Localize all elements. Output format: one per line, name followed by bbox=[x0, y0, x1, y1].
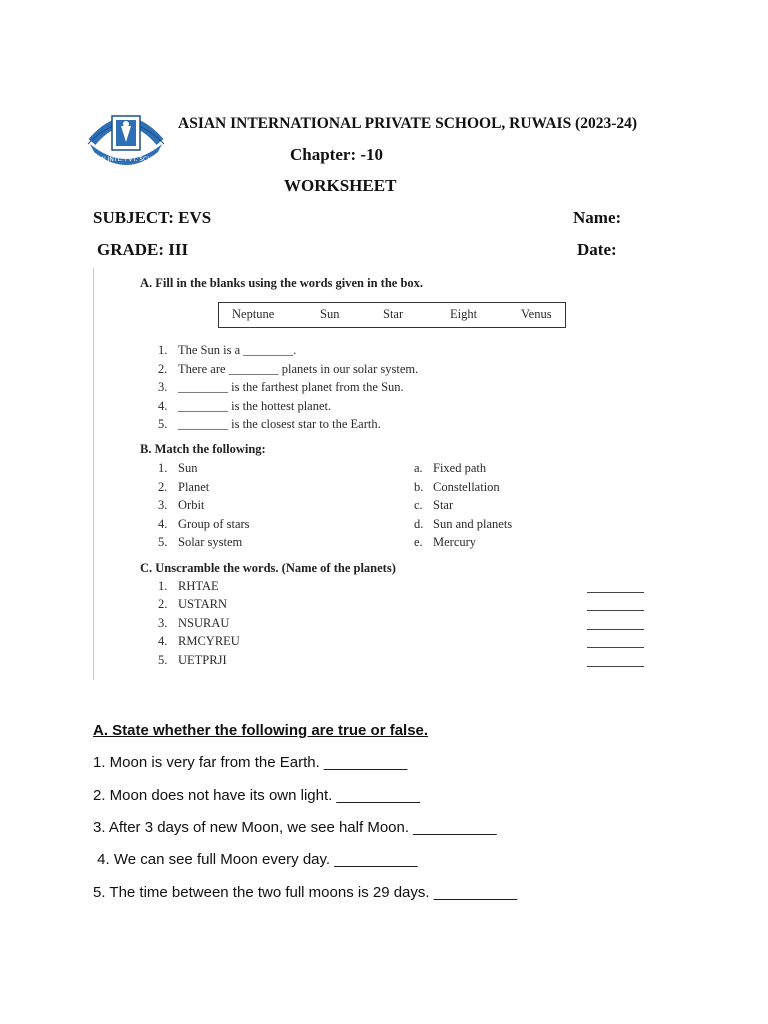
true-false-item: 2. Moon does not have its own light. __________ bbox=[93, 787, 420, 804]
fill-item-number: 4. bbox=[158, 399, 168, 413]
fill-item-text: The Sun is a ________. bbox=[178, 343, 297, 357]
unscramble-number: 2. bbox=[158, 597, 168, 611]
match-right-item: Mercury bbox=[433, 535, 477, 549]
unscramble-word: USTARN bbox=[178, 597, 228, 611]
answer-blank[interactable] bbox=[587, 666, 644, 667]
match-left-number: 2. bbox=[158, 480, 168, 494]
match-right-letter: e. bbox=[414, 535, 423, 549]
scan-edge-divider bbox=[93, 268, 94, 680]
match-right-item: Constellation bbox=[433, 480, 500, 494]
fill-item-number: 1. bbox=[158, 343, 168, 357]
match-left-number: 5. bbox=[158, 535, 168, 549]
fill-item-number: 2. bbox=[158, 362, 168, 376]
unscramble-number: 4. bbox=[158, 634, 168, 648]
word-box-item: Neptune bbox=[232, 307, 275, 321]
match-right-letter: a. bbox=[414, 461, 423, 475]
logo-text: ASIAN INTL. PVT. SCHOOL bbox=[87, 156, 165, 163]
page-title: WORKSHEET bbox=[284, 176, 397, 195]
match-right-letter: b. bbox=[414, 480, 424, 494]
match-left-number: 1. bbox=[158, 461, 168, 475]
true-false-item: 4. We can see full Moon every day. __________ bbox=[93, 851, 418, 868]
true-false-item: 5. The time between the two full moons is 29 days. __________ bbox=[93, 884, 518, 901]
fill-item-text: There are ________ planets in our solar system. bbox=[178, 362, 419, 376]
fill-item-text: ________ is the closest star to the Earth. bbox=[178, 417, 381, 431]
school-crest-icon bbox=[82, 104, 170, 174]
unscramble-number: 3. bbox=[158, 616, 168, 630]
date-label: Date: bbox=[577, 240, 617, 259]
unscramble-number: 5. bbox=[158, 653, 168, 667]
unscramble-word: UETPRJI bbox=[178, 653, 227, 667]
section-c-heading: C. Unscramble the words. (Name of the planets) bbox=[140, 561, 396, 575]
true-false-item: 3. After 3 days of new Moon, we see half Moon. __________ bbox=[93, 819, 497, 836]
word-box-item: Eight bbox=[450, 307, 478, 321]
word-box-item: Sun bbox=[320, 307, 340, 321]
match-right-item: Sun and planets bbox=[433, 517, 513, 531]
match-right-letter: d. bbox=[414, 517, 424, 531]
fill-item-number: 3. bbox=[158, 380, 168, 394]
section-a-heading: A. Fill in the blanks using the words given in the box. bbox=[140, 276, 424, 290]
chapter-title: Chapter: -10 bbox=[290, 145, 384, 164]
word-box bbox=[218, 302, 566, 328]
true-false-heading: A. State whether the following are true or false. bbox=[93, 722, 429, 739]
unscramble-word: RHTAE bbox=[178, 579, 219, 593]
fill-item-number: 5. bbox=[158, 417, 168, 431]
fill-item-text: ________ is the hottest planet. bbox=[178, 399, 332, 413]
unscramble-word: NSURAU bbox=[178, 616, 230, 630]
word-box-item: Star bbox=[383, 307, 404, 321]
match-left-item: Orbit bbox=[178, 498, 205, 512]
true-false-item: 1. Moon is very far from the Earth. __________ bbox=[93, 754, 408, 771]
unscramble-word: RMCYREU bbox=[178, 634, 240, 648]
unscramble-number: 1. bbox=[158, 579, 168, 593]
section-b-heading: B. Match the following: bbox=[140, 442, 266, 456]
word-box-item: Venus bbox=[521, 307, 552, 321]
match-left-number: 4. bbox=[158, 517, 168, 531]
subject-label: SUBJECT: EVS bbox=[93, 208, 212, 227]
answer-blank[interactable] bbox=[587, 647, 644, 648]
match-right-item: Fixed path bbox=[433, 461, 487, 475]
answer-blank[interactable] bbox=[587, 629, 644, 630]
name-label: Name: bbox=[573, 208, 622, 227]
match-left-item: Sun bbox=[178, 461, 198, 475]
match-left-item: Planet bbox=[178, 480, 210, 494]
fill-item-text: ________ is the farthest planet from the Sun. bbox=[178, 380, 404, 394]
match-right-letter: c. bbox=[414, 498, 423, 512]
grade-label: GRADE: III bbox=[97, 240, 189, 259]
match-left-item: Solar system bbox=[178, 535, 243, 549]
answer-blank[interactable] bbox=[587, 610, 644, 611]
answer-blank[interactable] bbox=[587, 592, 644, 593]
match-left-item: Group of stars bbox=[178, 517, 250, 531]
school-name: ASIAN INTERNATIONAL PRIVATE SCHOOL, RUWAIS (2023-24) bbox=[178, 115, 638, 132]
match-left-number: 3. bbox=[158, 498, 168, 512]
match-right-item: Star bbox=[433, 498, 454, 512]
